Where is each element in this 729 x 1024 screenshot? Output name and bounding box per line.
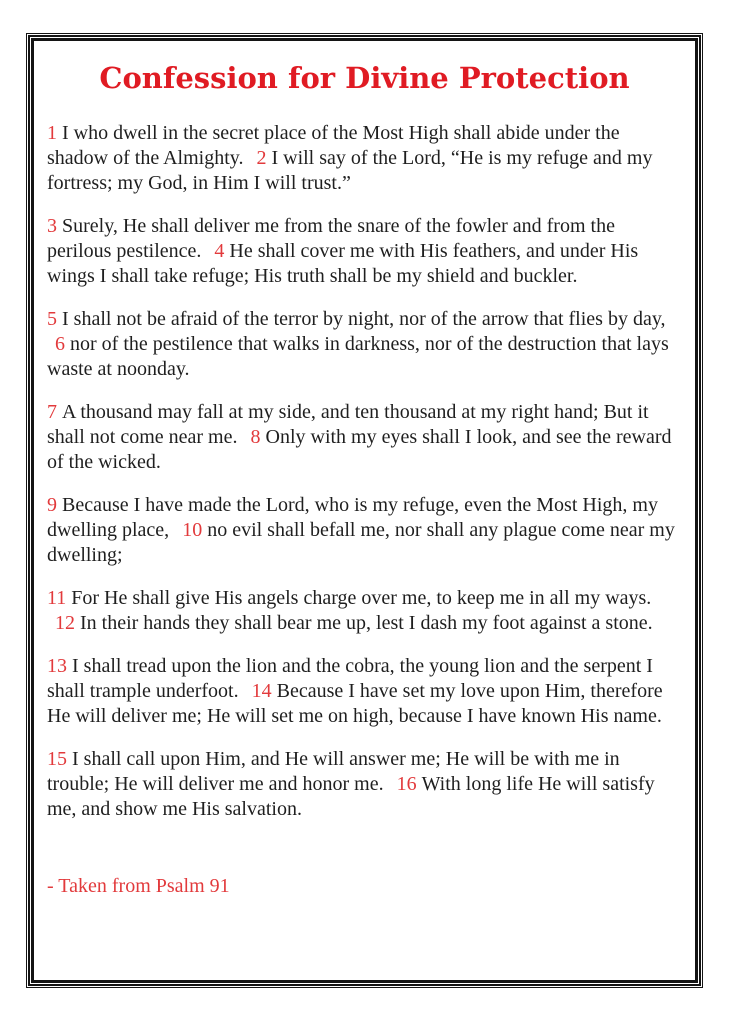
verse-text: Surely, He shall deliver me from the snare of the fowler and from the perilous pestilence. (47, 214, 615, 262)
verse-number: 10 (182, 518, 203, 541)
scripture-body (47, 121, 682, 822)
verse-number: 11 (47, 586, 67, 609)
verse-number: 7 (47, 400, 57, 423)
verse-number: 13 (47, 654, 67, 677)
verse-text: nor of the pestilence that walks in darkness, nor of the destruction that lays waste at noonday. (47, 332, 669, 380)
verse-paragraph (47, 214, 682, 289)
verse-text: I shall call upon Him, and He will answer me; He will be with me in trouble; He will deliver me and honor me. (47, 747, 620, 795)
verse-segment (47, 308, 666, 330)
verse-number: 8 (250, 425, 261, 448)
verse-number: 6 (55, 332, 65, 355)
verse-text: Because I have made the Lord, who is my refuge, even the Most High, my dwelling place, (47, 493, 658, 541)
verse-text: He shall cover me with His feathers, and under His wings I shall take refuge; His truth shall be my shield and buckler. (47, 239, 639, 287)
verse-text: In their hands they shall bear me up, lest I dash my foot against a stone. (80, 611, 653, 634)
verse-number: 15 (47, 747, 67, 770)
source-attribution: - Taken from Psalm 91 (47, 874, 230, 897)
verse-number: 9 (47, 493, 57, 516)
verse-paragraph (47, 654, 682, 729)
verse-paragraph (47, 121, 682, 196)
verse-paragraph (47, 586, 682, 636)
verse-number: 16 (396, 772, 417, 795)
verse-text: no evil shall befall me, nor shall any plague come near my dwelling; (47, 518, 675, 566)
verse-number: 2 (256, 146, 267, 169)
verse-paragraph (47, 307, 682, 382)
verse-paragraph (47, 400, 682, 475)
verse-text: With long life He will satisfy me, and show me His salvation. (47, 772, 655, 820)
verse-text: Because I have set my love upon Him, therefore He will deliver me; He will set me on high, because I have known His name. (47, 679, 663, 727)
verse-segment (55, 612, 653, 634)
verse-text: I who dwell in the secret place of the Most High shall abide under the shadow of the Almighty. (47, 121, 620, 169)
verse-number: 4 (214, 239, 225, 262)
verse-text: I shall tread upon the lion and the cobra, the young lion and the serpent I shall trample underfoot. (47, 654, 653, 702)
verse-paragraph (47, 747, 682, 822)
ornamental-frame-inner (31, 38, 698, 983)
page-title: Confession for Divine Protection (99, 61, 630, 95)
ornamental-frame-middle (28, 35, 701, 986)
verse-number: 12 (55, 611, 75, 634)
verse-text: For He shall give His angels charge over me, to keep me in all my ways. (71, 586, 652, 609)
verse-number: 1 (47, 121, 57, 144)
verse-text: A thousand may fall at my side, and ten thousand at my right hand; But it shall not come near me. (47, 400, 649, 448)
verse-number: 3 (47, 214, 57, 237)
ornamental-frame-outer (26, 33, 703, 988)
verse-segment (47, 587, 651, 609)
verse-text: Only with my eyes shall I look, and see the reward of the wicked. (47, 425, 672, 473)
verse-segment (47, 333, 669, 380)
verse-text: I will say of the Lord, “He is my refuge and my fortress; my God, in Him I will trust.” (47, 146, 653, 194)
verse-text: I shall not be afraid of the terror by night, nor of the arrow that flies by day, (62, 307, 666, 330)
verse-paragraph (47, 493, 682, 568)
verse-number: 5 (47, 307, 57, 330)
verse-number: 14 (251, 679, 272, 702)
